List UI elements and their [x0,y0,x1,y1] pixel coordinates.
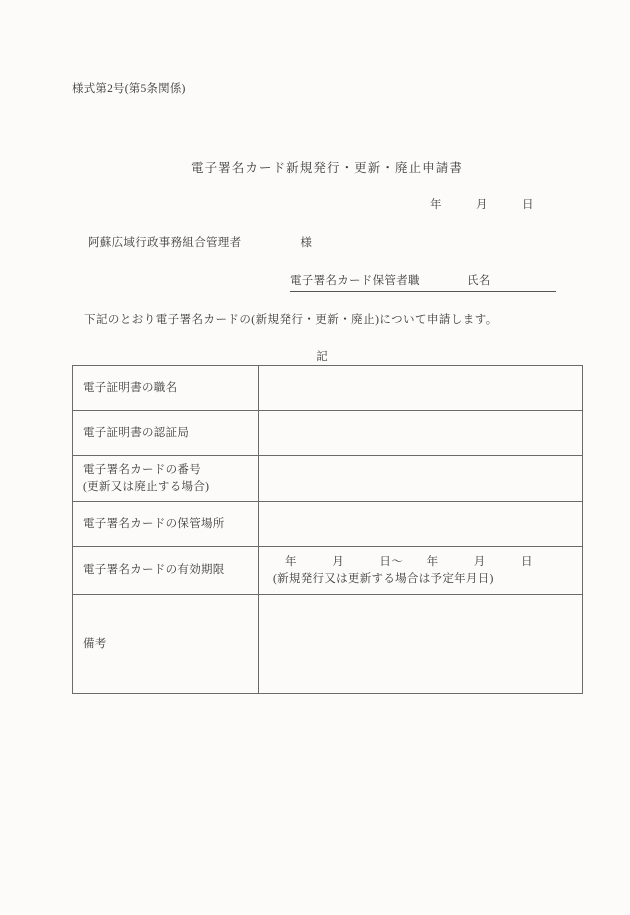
row-label-text: 電子署名カードの保管場所 [83,517,225,530]
row-label-text: 電子署名カードの番号 [83,463,201,476]
row-label-cell [73,547,259,595]
row-label-cell [73,366,259,411]
table-row [73,502,583,547]
request-statement: 下記のとおり電子署名カードの(新規発行・更新・廃止)について申請します。 [84,314,498,326]
form-number: 様式第2号(第5条関係) [72,83,186,95]
row-label-text: 電子証明書の職名 [83,381,178,394]
table-row [73,411,583,456]
table-row [73,547,583,595]
table-row [73,456,583,502]
validity-period-line[interactable]: 年 月 日〜 年 月 日 [285,555,533,568]
row-label-text: 備考 [83,637,107,650]
row-label-cell [73,502,259,547]
row-label-cell [73,456,259,502]
row-label-text: 電子署名カードの有効期限 [83,564,225,577]
addressee-line: 阿蘇広域行政事務組合管理者 様 [88,237,313,249]
row-label-subtext: (更新又は廃止する場合) [83,480,210,493]
date-entry-line[interactable]: 年 月 日 [430,199,534,211]
row-value-cell[interactable] [259,456,583,502]
document-title: 電子署名カード新規発行・更新・廃止申請書 [190,161,463,175]
ki-marker: 記 [316,351,328,363]
row-value-cell[interactable] [259,411,583,456]
row-value-cell[interactable] [259,595,583,694]
application-detail-table [72,365,583,694]
applicant-signature-line[interactable]: 電子署名カード保管者職 氏名 [290,272,556,292]
row-value-cell[interactable] [259,547,583,595]
table-row [73,595,583,694]
row-value-cell[interactable] [259,366,583,411]
row-label-text: 電子証明書の認証局 [83,426,190,439]
row-label-cell [73,595,259,694]
validity-period-note: (新規発行又は更新する場合は予定年月日) [273,572,494,585]
row-value-cell[interactable] [259,502,583,547]
row-label-cell [73,411,259,456]
table-row [73,366,583,411]
